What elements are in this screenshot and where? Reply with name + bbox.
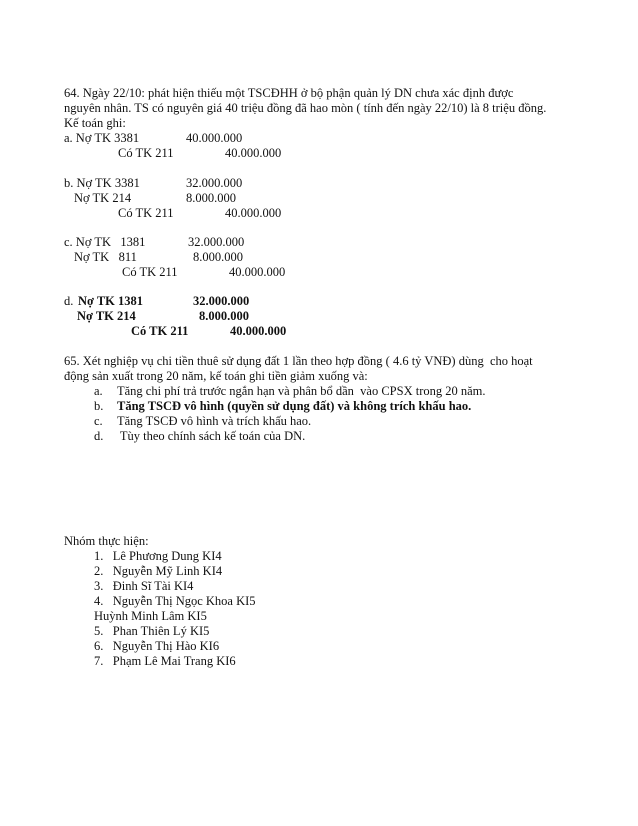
q65-option-a-text: Tăng chi phí trả trước ngắn hạn và phân bổ dần vào CPSX trong 20 năm. <box>117 384 486 398</box>
q65-option-b-text: Tăng TSCĐ vô hình (quyền sử dụng đất) và không trích khấu hao. <box>117 399 472 413</box>
q64-d-credit: Có TK 211 <box>131 324 189 338</box>
q64-b-debit-2: Nợ TK 214 <box>74 191 132 205</box>
q65-option-d-text: Tùy theo chính sách kế toán của DN. <box>117 429 306 443</box>
group-member-7: 7. Phạm Lê Mai Trang KI6 <box>94 654 236 668</box>
q65-intro-line-1: 65. Xét nghiệp vụ chi tiền thuê sử dụng đất 1 lần theo hợp đồng ( 4.6 tỷ VNĐ) dùng cho hoạt <box>64 354 533 368</box>
q64-b-debit-1-amount: 32.000.000 <box>186 176 243 190</box>
group-member-2: 2. Nguyễn Mỹ Linh KI4 <box>94 564 223 578</box>
group-member-3: 3. Đinh Sĩ Tài KI4 <box>94 579 194 593</box>
q64-a-debit-amount: 40.000.000 <box>186 131 243 145</box>
q64-d-debit-1: Nợ TK 1381 <box>78 294 144 308</box>
q64-b-debit-2-amount: 8.000.000 <box>186 191 236 205</box>
q64-a-credit-amount: 40.000.000 <box>225 146 282 160</box>
q65-option-c-letter: c. <box>94 414 103 428</box>
q64-c-credit: Có TK 211 <box>122 265 178 279</box>
q65-option-a-letter: a. <box>94 384 103 398</box>
q64-d-debit-2: Nợ TK 214 <box>77 309 136 323</box>
q64-intro-line-1: 64. Ngày 22/10: phát hiện thiếu một TSCĐHH ở bộ phận quản lý DN chưa xác định được <box>64 86 514 100</box>
q64-c-debit-1: c. Nợ TK 1381 <box>64 235 146 249</box>
group-member-unnumbered: Huỳnh Minh Lâm KI5 <box>94 609 207 623</box>
q64-c-debit-2: Nợ TK 811 <box>74 250 137 264</box>
q65-option-d-letter: d. <box>94 429 104 443</box>
group-member-1: 1. Lê Phương Dung KI4 <box>94 549 222 563</box>
q64-intro-line-3: Kế toán ghi: <box>64 116 126 130</box>
q65-option-c-text: Tăng TSCĐ vô hình và trích khấu hao. <box>117 414 312 428</box>
q64-d-debit-2-amount: 8.000.000 <box>199 309 249 323</box>
q64-c-credit-amount: 40.000.000 <box>229 265 286 279</box>
q64-a-credit: Có TK 211 <box>118 146 174 160</box>
q64-b-debit-1: b. Nợ TK 3381 <box>64 176 140 190</box>
q64-d-debit-1-amount: 32.000.000 <box>193 294 250 308</box>
q64-d-credit-amount: 40.000.000 <box>230 324 287 338</box>
group-member-5: 5. Phan Thiên Lý KI5 <box>94 624 210 638</box>
q64-d-letter: d. <box>64 294 77 308</box>
q64-b-credit-amount: 40.000.000 <box>225 206 282 220</box>
q64-c-debit-1-amount: 32.000.000 <box>188 235 245 249</box>
group-title: Nhóm thực hiện: <box>64 534 149 548</box>
q64-b-credit: Có TK 211 <box>118 206 174 220</box>
q64-a-debit: a. Nợ TK 3381 <box>64 131 140 145</box>
q65-intro-line-2: động sản xuất trong 20 năm, kế toán ghi tiền giảm xuống và: <box>64 369 368 383</box>
q64-c-debit-2-amount: 8.000.000 <box>193 250 243 264</box>
group-member-6: 6. Nguyễn Thị Hào KI6 <box>94 639 220 653</box>
group-member-4: 4. Nguyễn Thị Ngọc Khoa KI5 <box>94 594 256 608</box>
q64-intro-line-2: nguyên nhân. TS có nguyên giá 40 triệu đồng đã hao mòn ( tính đến ngày 22/10) là 8 triệu đồng. <box>64 101 547 115</box>
q65-option-b-letter: b. <box>94 399 104 413</box>
